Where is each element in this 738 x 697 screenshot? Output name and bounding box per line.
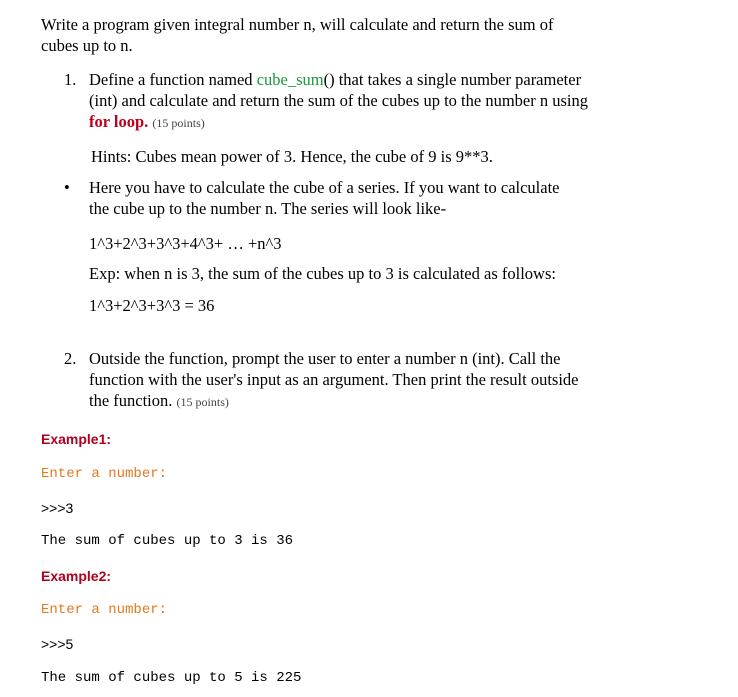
intro-paragraph [41,14,721,56]
example-2-input: >>>5 [41,636,74,652]
example-explanation: Exp: when n is 3, the sum of the cubes up to 3 is calculated as follows: [89,264,556,283]
item-1-line-3 [89,111,729,134]
hint-text: Hints: Cubes mean power of 3. Hence, the cube of 9 is 9**3. [91,147,493,166]
item-1-number: 1. [64,70,77,89]
item-1-text-a: Define a function named [89,70,257,89]
example-result: 1^3+2^3+3^3 = 36 [89,296,215,315]
example-2-prompt: Enter a number: [41,602,168,618]
example-1-label: Example1: [41,431,112,447]
bullet-text [89,177,729,219]
item-1-text-b: () that takes a single number parameter [323,70,582,89]
item-1-text [89,69,729,134]
item-2-line-3-text: the function. [89,391,173,410]
example-1-output: The sum of cubes up to 3 is 36 [41,533,294,549]
item-2-number: 2. [64,349,77,368]
item-2-text [89,348,729,413]
example-1-prompt: Enter a number: [41,466,168,482]
item-1-points: (15 points) [152,116,205,130]
example-1-input: >>>3 [41,500,74,516]
series-formula: 1^3+2^3+3^3+4^3+ … +n^3 [89,234,282,253]
item-1-line-2: (int) and calculate and return the sum of the cubes up to the number n using [89,91,588,110]
for-loop-period: . [144,112,149,131]
example-2-output: The sum of cubes up to 5 is 225 [41,670,302,686]
example-2-label: Example2: [41,568,112,584]
item-1-line-1 [89,69,729,90]
intro-line-2: cubes up to n. [41,36,133,55]
intro-line-1: Write a program given integral number n, will calculate and return the sum of [41,15,554,34]
item-2-line-1: Outside the function, prompt the user to enter a number n (int). Call the [89,349,561,368]
bullet-line-1: Here you have to calculate the cube of a series. If you want to calculate [89,178,560,197]
item-2-line-3 [89,390,729,413]
bullet-symbol: • [64,178,70,197]
item-2-line-2: function with the user's input as an argument. Then print the result outside [89,370,579,389]
for-loop-keyword: for loop [89,112,145,131]
function-name: cube_sum [256,70,324,89]
item-2-points: (15 points) [176,395,229,409]
bullet-line-2: the cube up to the number n. The series will look like- [89,199,447,218]
